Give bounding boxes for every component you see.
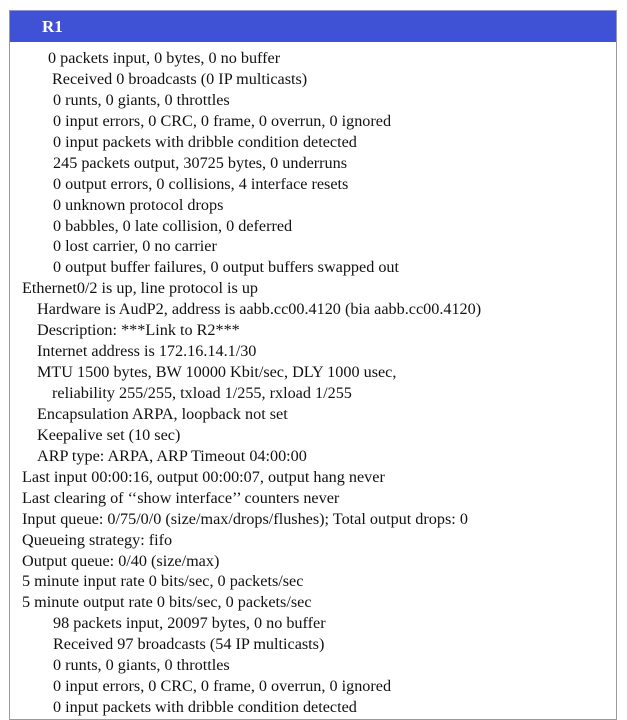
terminal-line: Input queue: 0/75/0/0 (size/max/drops/flushes); Total output drops: 0 (22, 509, 468, 528)
terminal-line: 0 input packets with dribble condition detected (53, 132, 357, 151)
terminal-line: Received 0 broadcasts (0 IP multicasts) (52, 69, 308, 88)
terminal-line: 0 runts, 0 giants, 0 throttles (53, 90, 230, 109)
terminal-line: reliability 255/255, txload 1/255, rxload 1/255 (52, 384, 352, 402)
terminal-line: 0 input errors, 0 CRC, 0 frame, 0 overrun, 0 ignored (53, 677, 392, 696)
terminal-line: Queueing strategy: fifo (22, 530, 173, 549)
terminal-line: 0 input errors, 0 CRC, 0 frame, 0 overrun, 0 ignored (53, 111, 392, 130)
terminal-line: 0 babbles, 0 late collision, 0 deferred (53, 216, 293, 235)
terminal-line: 5 minute input rate 0 bits/sec, 0 packets/sec (22, 572, 304, 591)
terminal-line: Description: ***Link to R2*** (37, 321, 240, 340)
terminal-line: Ethernet0/2 is up, line protocol is up (22, 279, 259, 298)
terminal-line: 0 runts, 0 giants, 0 throttles (53, 656, 230, 675)
terminal-line: Internet address is 172.16.14.1/30 (37, 342, 257, 361)
terminal-line: ARP type: ARPA, ARP Timeout 04:00:00 (37, 446, 307, 465)
terminal-line: 0 output errors, 0 collisions, 4 interface resets (53, 174, 349, 193)
terminal-line: 0 input packets with dribble condition detected (53, 698, 357, 717)
terminal-line: 0 packets input, 0 bytes, 0 no buffer (48, 49, 281, 67)
terminal-line: 0 output buffer failures, 0 output buffers swapped out (53, 258, 400, 277)
terminal-line: Encapsulation ARPA, loopback not set (37, 404, 288, 423)
terminal-line: Keepalive set (10 sec) (37, 425, 181, 444)
terminal-line: Received 97 broadcasts (54 IP multicasts) (53, 635, 325, 654)
terminal-line: 5 minute output rate 0 bits/sec, 0 packets/sec (22, 593, 312, 612)
terminal-line: 245 packets output, 30725 bytes, 0 underruns (53, 153, 348, 172)
terminal-line: Hardware is AudP2, address is aabb.cc00.4120 (bia aabb.cc00.4120) (37, 300, 482, 319)
terminal-line: MTU 1500 bytes, BW 10000 Kbit/sec, DLY 1000 usec, (37, 363, 397, 382)
terminal-line: 0 unknown protocol drops (53, 195, 224, 214)
terminal-line: 0 lost carrier, 0 no carrier (53, 237, 217, 256)
terminal-window (9, 10, 617, 720)
terminal-line: 98 packets input, 20097 bytes, 0 no buffer (53, 614, 326, 633)
terminal-line: Last clearing of ‘‘show interface’’ counters never (22, 488, 340, 507)
terminal-output[interactable] (10, 42, 616, 718)
window-title: R1 (10, 11, 616, 42)
terminal-line: Last input 00:00:16, output 00:00:07, output hang never (22, 467, 385, 486)
terminal-line: Output queue: 0/40 (size/max) (22, 551, 220, 570)
